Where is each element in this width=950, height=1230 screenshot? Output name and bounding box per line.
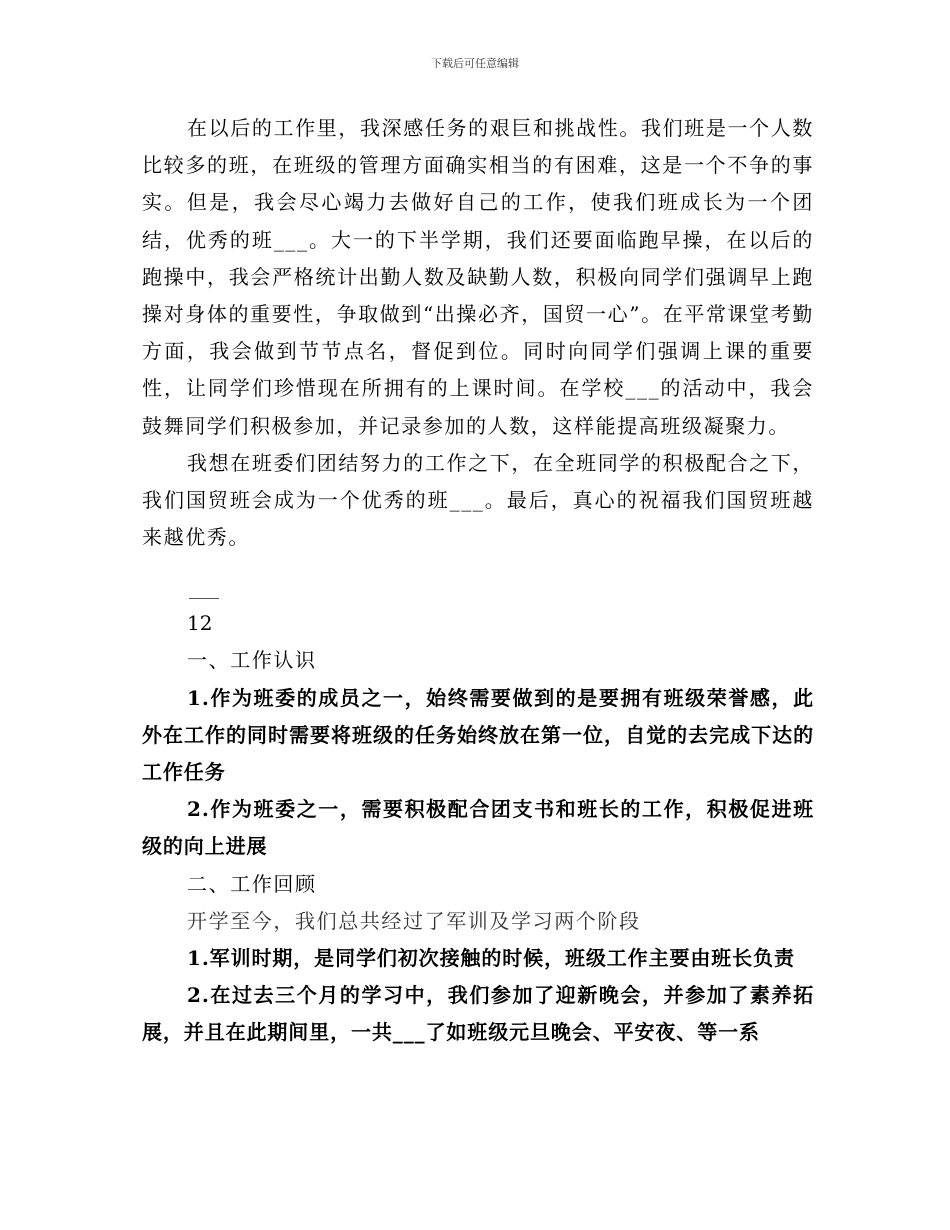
paragraph-closing: 我想在班委们团结努力的工作之下，在全班同学的积极配合之下，我们国贸班会成为一个优秀的班___。最后，真心的祝福我们国贸班越来越优秀。 xyxy=(142,450,814,550)
paragraph-work-plan: 在以后的工作里，我深感任务的艰巨和挑战性。我们班是一个人数比较多的班，在班级的管理方面确实相当的有困难，这是一个不争的事实。但是，我会尽心竭力去做好自己的工作，使我们班成长为一个团结，优秀的班___。大一的下半学期，我们还要面临跑早操，在以后的跑操中，我会严格统计出勤人数及缺勤人数，积极向同学们强调早上跑操对身体的重要性，争取做到“出操必齐，国贸一心”。在平常课堂考勤方面，我会做到节节点名，督促到位。同时向同学们强调上课的重要性，让同学们珍惜现在所拥有的上课时间。在学校___的活动中，我会鼓舞同学们积极参加，并记录参加的人数，这样能提高班级凝聚力。 xyxy=(142,116,814,438)
separator-line xyxy=(189,598,219,599)
section1-item-1: 1.作为班委的成员之一，始终需要做到的是要拥有班级荣誉感，此外在工作的同时需要将班级的任务始终放在第一位，自觉的去完成下达的工作任务 xyxy=(142,685,814,785)
section2-item-2: 2.在过去三个月的学习中，我们参加了迎新晚会，并参加了素养拓展，并且在此期间里，一共___了如班级元旦晚会、平安夜、等一系 xyxy=(142,983,814,1045)
section-heading-work-review: 二、工作回顾 xyxy=(187,871,317,896)
page-number: 12 xyxy=(187,611,213,636)
page-header: 下载后可任意编辑 xyxy=(431,57,519,70)
document-body xyxy=(142,110,814,1052)
section-heading-work-understanding: 一、工作认识 xyxy=(187,648,317,673)
section1-item-2: 2.作为班委之一，需要积极配合团支书和班长的工作，积极促进班级的向上进展 xyxy=(142,797,814,859)
section2-intro: 开学至今，我们总共经过了军训及学习两个阶段 xyxy=(187,908,641,933)
section2-item-1: 1.军训时期，是同学们初次接触的时候，班级工作主要由班长负责 xyxy=(187,946,795,971)
